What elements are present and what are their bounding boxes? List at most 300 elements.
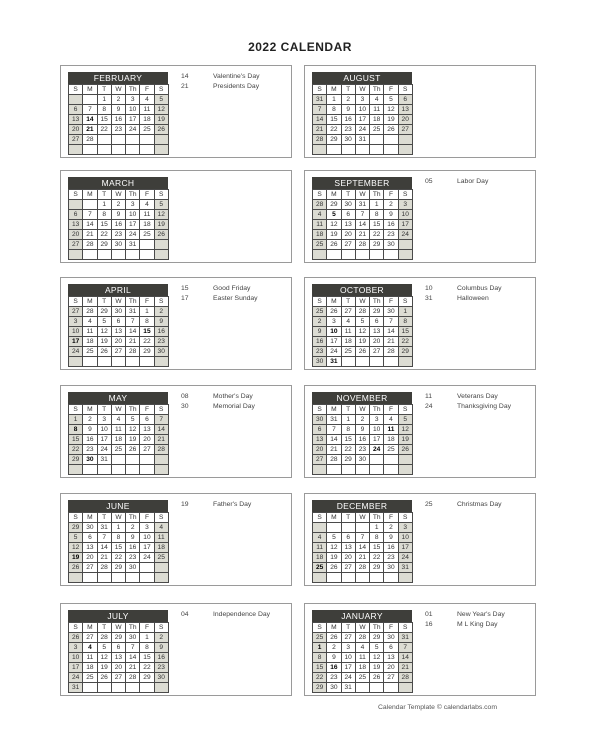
- day-cell: 19: [327, 553, 341, 563]
- holiday-item: [181, 82, 291, 92]
- weekday-header: W: [355, 297, 369, 307]
- month-card-december: [304, 493, 536, 586]
- day-cell: 2: [154, 633, 168, 643]
- month-grid: [68, 622, 169, 693]
- day-cell: 28: [313, 200, 327, 210]
- holiday-date: 01: [425, 611, 433, 618]
- month-name: JANUARY: [312, 610, 412, 622]
- day-cell: 21: [126, 337, 140, 347]
- day-cell: 27: [398, 125, 412, 135]
- month-name: JULY: [68, 610, 168, 622]
- weekday-header: F: [384, 405, 398, 415]
- holiday-name: Thanksgiving Day: [457, 403, 512, 410]
- day-cell: 14: [154, 425, 168, 435]
- day-cell: 23: [83, 445, 97, 455]
- day-cell: 14: [83, 115, 97, 125]
- week-row: [69, 145, 169, 155]
- day-cell: [140, 573, 154, 583]
- weekday-header: W: [355, 85, 369, 95]
- month-name: AUGUST: [312, 72, 412, 84]
- day-cell: 30: [355, 455, 369, 465]
- day-cell: [327, 250, 341, 260]
- day-cell: 21: [154, 435, 168, 445]
- day-cell: 5: [384, 95, 398, 105]
- weekday-header: S: [313, 190, 327, 200]
- week-row: [313, 347, 413, 357]
- weekday-header: W: [111, 85, 125, 95]
- day-cell: 20: [140, 435, 154, 445]
- day-cell: 23: [313, 347, 327, 357]
- weekday-header: W: [111, 513, 125, 523]
- day-cell: 23: [341, 125, 355, 135]
- holiday-date: 04: [181, 611, 189, 618]
- day-cell: 27: [69, 307, 83, 317]
- day-cell: 26: [69, 563, 83, 573]
- weekday-header: Th: [126, 190, 140, 200]
- day-cell: [355, 357, 369, 367]
- holiday-name: Mother's Day: [213, 393, 253, 400]
- day-cell: 25: [313, 563, 327, 573]
- week-row: [313, 533, 413, 543]
- month-grid: [68, 512, 169, 583]
- day-cell: 30: [384, 240, 398, 250]
- mini-calendar: [312, 284, 413, 367]
- month-card-march: [60, 170, 292, 263]
- day-cell: 22: [97, 230, 111, 240]
- day-cell: 6: [341, 210, 355, 220]
- weekday-header: S: [154, 190, 168, 200]
- day-cell: 8: [69, 425, 83, 435]
- month-card-november: [304, 385, 536, 478]
- holiday-name: Halloween: [457, 295, 489, 302]
- week-row: [69, 250, 169, 260]
- holiday-name: Easter Sunday: [213, 295, 258, 302]
- day-cell: 28: [327, 455, 341, 465]
- day-cell: 31: [327, 357, 341, 367]
- week-row: [69, 563, 169, 573]
- week-row: [69, 425, 169, 435]
- holiday-date: 19: [181, 501, 189, 508]
- day-cell: 13: [384, 653, 398, 663]
- day-cell: 3: [327, 317, 341, 327]
- holiday-name: Independence Day: [213, 611, 271, 618]
- day-cell: 22: [140, 663, 154, 673]
- day-cell: [384, 135, 398, 145]
- day-cell: 17: [97, 435, 111, 445]
- day-cell: [97, 683, 111, 693]
- month-grid: [68, 404, 169, 475]
- day-cell: 2: [126, 523, 140, 533]
- week-row: [313, 465, 413, 475]
- day-cell: 2: [341, 95, 355, 105]
- day-cell: 1: [341, 415, 355, 425]
- day-cell: 29: [111, 633, 125, 643]
- day-cell: 16: [355, 435, 369, 445]
- day-cell: 5: [398, 415, 412, 425]
- weekday-header: Th: [370, 190, 384, 200]
- day-cell: [355, 573, 369, 583]
- week-row: [313, 643, 413, 653]
- weekday-header: W: [355, 190, 369, 200]
- day-cell: 3: [140, 523, 154, 533]
- day-cell: [398, 573, 412, 583]
- day-cell: [341, 357, 355, 367]
- day-cell: 11: [313, 543, 327, 553]
- day-cell: 6: [384, 643, 398, 653]
- week-row: [69, 643, 169, 653]
- day-cell: 31: [97, 523, 111, 533]
- weekday-header: S: [398, 85, 412, 95]
- weekday-header: T: [341, 297, 355, 307]
- weekday-header: Th: [126, 623, 140, 633]
- day-cell: [83, 95, 97, 105]
- weekday-header: M: [327, 623, 341, 633]
- day-cell: 19: [370, 663, 384, 673]
- day-cell: [384, 573, 398, 583]
- day-cell: 6: [140, 415, 154, 425]
- day-cell: [83, 573, 97, 583]
- day-cell: 20: [69, 230, 83, 240]
- day-cell: 8: [327, 105, 341, 115]
- day-cell: 2: [111, 95, 125, 105]
- day-cell: 16: [384, 220, 398, 230]
- day-cell: 15: [341, 435, 355, 445]
- day-cell: 4: [384, 415, 398, 425]
- day-cell: [341, 465, 355, 475]
- day-cell: 31: [398, 563, 412, 573]
- weekday-header: M: [327, 297, 341, 307]
- day-cell: 9: [111, 105, 125, 115]
- day-cell: [398, 240, 412, 250]
- day-cell: 8: [140, 317, 154, 327]
- holiday-date: 05: [425, 178, 433, 185]
- day-cell: [83, 683, 97, 693]
- week-row: [313, 673, 413, 683]
- day-cell: 28: [384, 347, 398, 357]
- weekday-header: Th: [370, 405, 384, 415]
- day-cell: 18: [384, 435, 398, 445]
- day-cell: [341, 523, 355, 533]
- day-cell: 10: [126, 210, 140, 220]
- weekday-header: S: [313, 513, 327, 523]
- day-cell: [154, 135, 168, 145]
- day-cell: [97, 465, 111, 475]
- weekday-header: T: [341, 85, 355, 95]
- day-cell: 2: [154, 307, 168, 317]
- weekday-header: Th: [370, 513, 384, 523]
- week-row: [313, 455, 413, 465]
- day-cell: 21: [355, 553, 369, 563]
- day-cell: 26: [97, 673, 111, 683]
- day-cell: [370, 465, 384, 475]
- day-cell: 8: [313, 653, 327, 663]
- day-cell: 11: [355, 653, 369, 663]
- weekday-header: S: [69, 297, 83, 307]
- day-cell: 8: [398, 317, 412, 327]
- week-row: [69, 240, 169, 250]
- week-row: [313, 220, 413, 230]
- day-cell: 4: [341, 317, 355, 327]
- holiday-date: 15: [181, 285, 189, 292]
- day-cell: 30: [384, 633, 398, 643]
- week-row: [69, 115, 169, 125]
- holiday-date: 24: [425, 403, 433, 410]
- month-card-august: [304, 65, 536, 158]
- day-cell: 14: [126, 653, 140, 663]
- day-cell: 19: [154, 220, 168, 230]
- day-cell: 7: [398, 643, 412, 653]
- day-cell: 7: [313, 105, 327, 115]
- day-cell: 5: [97, 317, 111, 327]
- day-cell: [313, 523, 327, 533]
- day-cell: 25: [370, 125, 384, 135]
- day-cell: 2: [384, 200, 398, 210]
- weekday-header: S: [154, 513, 168, 523]
- day-cell: 16: [83, 435, 97, 445]
- weekday-header: W: [111, 623, 125, 633]
- day-cell: 11: [111, 425, 125, 435]
- day-cell: 26: [154, 125, 168, 135]
- holiday-date: 16: [425, 621, 433, 628]
- day-cell: [154, 465, 168, 475]
- day-cell: 3: [126, 95, 140, 105]
- mini-calendar: [312, 72, 413, 155]
- weekday-header: Th: [370, 297, 384, 307]
- month-grid: [312, 404, 413, 475]
- week-row: [313, 250, 413, 260]
- day-cell: 17: [341, 663, 355, 673]
- day-cell: 26: [355, 347, 369, 357]
- week-row: [313, 543, 413, 553]
- day-cell: [69, 200, 83, 210]
- day-cell: 7: [126, 643, 140, 653]
- day-cell: 8: [370, 533, 384, 543]
- holiday-item: [181, 72, 291, 82]
- day-cell: [398, 465, 412, 475]
- week-row: [313, 210, 413, 220]
- holiday-date: 30: [181, 403, 189, 410]
- day-cell: 24: [69, 673, 83, 683]
- mini-calendar: [68, 610, 169, 693]
- holiday-list: [425, 177, 535, 187]
- week-row: [313, 553, 413, 563]
- day-cell: 23: [154, 663, 168, 673]
- weekday-header: S: [154, 623, 168, 633]
- day-cell: 9: [327, 653, 341, 663]
- day-cell: [384, 357, 398, 367]
- mini-calendar: [68, 500, 169, 583]
- week-row: [69, 327, 169, 337]
- day-cell: [126, 683, 140, 693]
- day-cell: [327, 523, 341, 533]
- day-cell: 1: [97, 95, 111, 105]
- day-cell: 4: [140, 95, 154, 105]
- day-cell: 25: [111, 445, 125, 455]
- day-cell: 31: [341, 683, 355, 693]
- week-row: [313, 357, 413, 367]
- day-cell: [355, 465, 369, 475]
- day-cell: [327, 465, 341, 475]
- day-cell: 13: [83, 543, 97, 553]
- day-cell: 24: [341, 673, 355, 683]
- day-cell: 7: [384, 317, 398, 327]
- month-card-september: [304, 170, 536, 263]
- day-cell: [111, 250, 125, 260]
- week-row: [69, 533, 169, 543]
- holiday-item: [425, 284, 535, 294]
- day-cell: 23: [111, 125, 125, 135]
- holiday-item: [181, 392, 291, 402]
- day-cell: [97, 250, 111, 260]
- day-cell: 17: [398, 220, 412, 230]
- day-cell: [384, 145, 398, 155]
- day-cell: 8: [97, 105, 111, 115]
- mini-calendar: [312, 610, 413, 693]
- day-cell: 9: [126, 533, 140, 543]
- day-cell: 22: [313, 673, 327, 683]
- day-cell: 25: [355, 673, 369, 683]
- day-cell: [126, 250, 140, 260]
- day-cell: 15: [370, 220, 384, 230]
- day-cell: 2: [111, 200, 125, 210]
- holiday-item: [425, 294, 535, 304]
- day-cell: 20: [341, 553, 355, 563]
- day-cell: [154, 250, 168, 260]
- weekday-header: T: [97, 513, 111, 523]
- day-cell: 5: [355, 317, 369, 327]
- day-cell: 27: [341, 633, 355, 643]
- holiday-date: 08: [181, 393, 189, 400]
- day-cell: 14: [313, 115, 327, 125]
- day-cell: 27: [69, 135, 83, 145]
- day-cell: 19: [126, 435, 140, 445]
- weekday-header: F: [384, 85, 398, 95]
- day-cell: 8: [111, 533, 125, 543]
- week-row: [313, 573, 413, 583]
- day-cell: 25: [154, 553, 168, 563]
- day-cell: [154, 563, 168, 573]
- month-grid: [312, 622, 413, 693]
- weekday-header: T: [97, 623, 111, 633]
- day-cell: 30: [327, 683, 341, 693]
- holiday-item: [425, 620, 535, 630]
- day-cell: 24: [126, 230, 140, 240]
- day-cell: 9: [355, 425, 369, 435]
- day-cell: 6: [69, 105, 83, 115]
- day-cell: [126, 573, 140, 583]
- weekday-header: F: [140, 513, 154, 523]
- day-cell: 23: [111, 230, 125, 240]
- weekday-header: F: [384, 190, 398, 200]
- day-cell: 25: [313, 633, 327, 643]
- day-cell: 28: [154, 445, 168, 455]
- day-cell: [126, 135, 140, 145]
- week-row: [69, 230, 169, 240]
- day-cell: 29: [69, 523, 83, 533]
- day-cell: 11: [140, 105, 154, 115]
- day-cell: [83, 357, 97, 367]
- day-cell: 12: [97, 653, 111, 663]
- day-cell: [384, 465, 398, 475]
- day-cell: 14: [355, 220, 369, 230]
- day-cell: 5: [327, 210, 341, 220]
- day-cell: [111, 357, 125, 367]
- day-cell: 5: [154, 95, 168, 105]
- day-cell: 5: [327, 533, 341, 543]
- day-cell: [341, 250, 355, 260]
- week-row: [313, 230, 413, 240]
- day-cell: [313, 250, 327, 260]
- day-cell: [97, 135, 111, 145]
- week-row: [69, 135, 169, 145]
- week-row: [69, 445, 169, 455]
- day-cell: 26: [97, 347, 111, 357]
- day-cell: 26: [327, 633, 341, 643]
- month-grid: [68, 84, 169, 155]
- month-name: FEBRUARY: [68, 72, 168, 84]
- weekday-header: S: [69, 85, 83, 95]
- day-cell: 19: [327, 230, 341, 240]
- day-cell: 12: [154, 210, 168, 220]
- weekday-header: W: [355, 623, 369, 633]
- day-cell: 29: [111, 563, 125, 573]
- month-name: APRIL: [68, 284, 168, 296]
- day-cell: 30: [154, 673, 168, 683]
- day-cell: 29: [97, 240, 111, 250]
- day-cell: [83, 250, 97, 260]
- day-cell: 3: [69, 317, 83, 327]
- day-cell: [126, 145, 140, 155]
- day-cell: 7: [355, 533, 369, 543]
- day-cell: 2: [355, 415, 369, 425]
- day-cell: 13: [111, 653, 125, 663]
- day-cell: 31: [355, 200, 369, 210]
- mini-calendar: [68, 392, 169, 475]
- day-cell: 20: [341, 230, 355, 240]
- day-cell: [370, 455, 384, 465]
- day-cell: 28: [355, 563, 369, 573]
- day-cell: 12: [327, 220, 341, 230]
- holiday-item: [181, 284, 291, 294]
- week-row: [313, 327, 413, 337]
- day-cell: 24: [398, 553, 412, 563]
- month-card-february: [60, 65, 292, 158]
- day-cell: 1: [327, 95, 341, 105]
- holiday-list: [181, 610, 291, 620]
- holiday-name: Presidents Day: [213, 83, 260, 90]
- day-cell: 28: [97, 563, 111, 573]
- day-cell: 12: [154, 105, 168, 115]
- day-cell: 20: [111, 337, 125, 347]
- day-cell: 3: [126, 200, 140, 210]
- weekday-header: W: [355, 513, 369, 523]
- day-cell: 4: [370, 95, 384, 105]
- day-cell: 24: [327, 347, 341, 357]
- weekday-header: S: [154, 405, 168, 415]
- day-cell: [355, 250, 369, 260]
- holiday-name: Veterans Day: [457, 393, 498, 400]
- week-row: [69, 543, 169, 553]
- day-cell: 16: [327, 663, 341, 673]
- day-cell: 27: [111, 673, 125, 683]
- day-cell: 18: [370, 115, 384, 125]
- day-cell: 29: [370, 240, 384, 250]
- day-cell: 14: [327, 435, 341, 445]
- weekday-header: M: [327, 513, 341, 523]
- day-cell: 28: [355, 633, 369, 643]
- day-cell: 19: [69, 553, 83, 563]
- weekday-header: M: [83, 623, 97, 633]
